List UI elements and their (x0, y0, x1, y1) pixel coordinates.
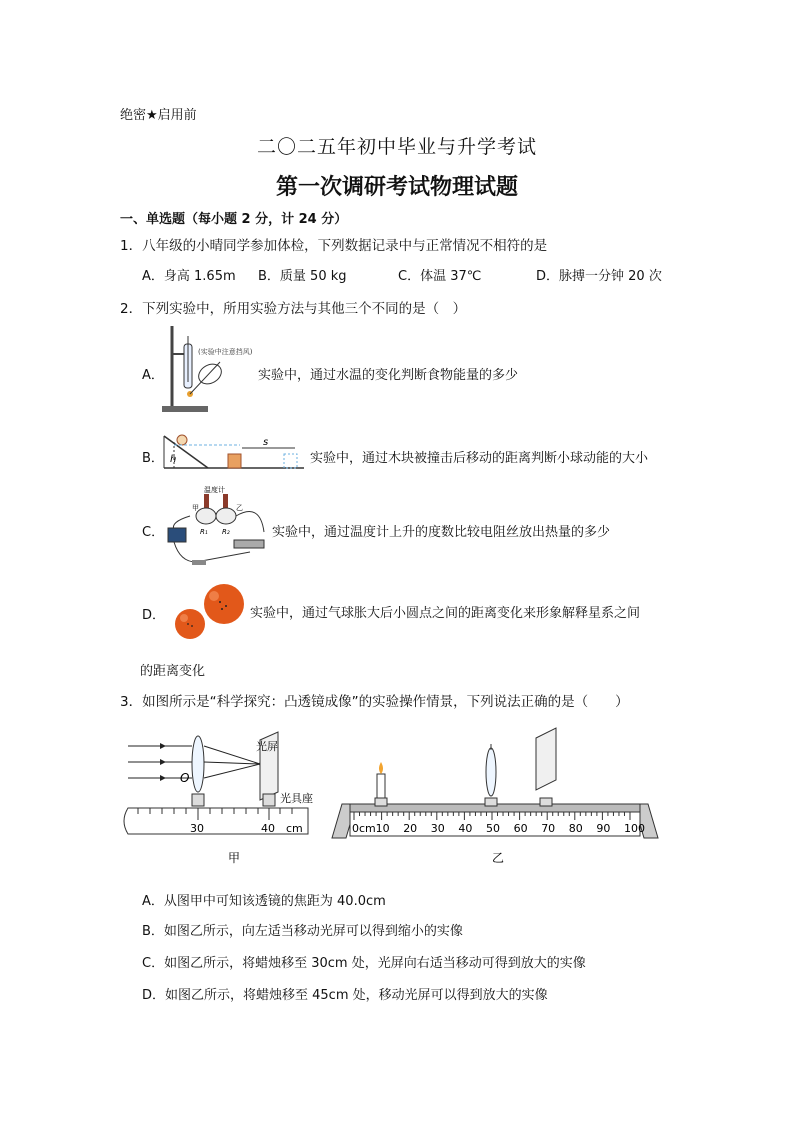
confidential-label: 绝密★启用前 (120, 108, 197, 123)
figure-yi-label: 乙 (492, 851, 505, 865)
figure-jia-O: O (180, 771, 190, 785)
q2-option-d-cont: 的距离变化 (140, 664, 206, 679)
ruler-tick-label: 90 (596, 822, 611, 835)
q2-option-d-letter: D． (142, 608, 166, 623)
q2-option-c-text: 实验中，通过温度计上升的度数比较电阻丝放出热量的多少 (272, 525, 611, 540)
q2-option-b-text: 实验中，通过木块被撞击后移动的距离判断小球动能的大小 (310, 451, 649, 466)
question-3-stem: 3．如图所示是“科学探究：凸透镜成像”的实验操作情景，下列说法正确的是（ ） (120, 694, 629, 710)
ruler-tick-label: 40 (458, 822, 473, 835)
lens-focal-figure-jia (120, 724, 320, 870)
figure-jia-screen: 光屏 (256, 740, 278, 753)
q2-option-b-letter: B． (142, 451, 164, 466)
figure-c-label-2: 乙 (236, 504, 243, 512)
q1-option-c: C．体温 37℃ (398, 269, 482, 284)
question-1-stem: 1．八年级的小晴同学参加体检，下列数据记录中与正常情况不相符的是 (120, 238, 548, 254)
ruler-tick-label: 80 (568, 822, 583, 835)
figure-a-note: (实验中注意挡风) (198, 348, 253, 356)
ruler-tick-label: 50 (486, 822, 500, 835)
figure-jia-holder: 光具座 (280, 792, 313, 805)
figure-b-h: h (170, 454, 177, 465)
figure-b-s: s (263, 437, 269, 448)
question-2-stem: 2．下列实验中，所用实验方法与其他三个不同的是（ ） (120, 301, 467, 317)
q2-option-a-text: 实验中，通过水温的变化判断食物能量的多少 (258, 368, 519, 383)
ruler-tick-label: 100 (624, 822, 645, 835)
ruler-tick-label: 10 (375, 822, 390, 835)
q2-option-d-text: 实验中，通过气球胀大后小圆点之间的距离变化来形象解释星系之间 (250, 606, 641, 621)
ruler-tick-label: 0cm (352, 822, 376, 835)
q3-option-c: C．如图乙所示，将蜡烛移至 30cm 处，光屏向右适当移动可得到放大的实像 (142, 956, 586, 971)
q2-option-a-letter: A． (142, 368, 164, 383)
ruler-tick-label: 70 (541, 822, 556, 835)
figure-jia-label: 甲 (228, 851, 241, 865)
exam-title: 二〇二五年初中毕业与升学考试 (256, 136, 537, 158)
figure-c-label-4: R₂ (222, 528, 230, 536)
food-energy-apparatus-figure (160, 322, 260, 414)
optical-bench-figure-yi (330, 724, 660, 870)
balloon-galaxy-figure (168, 582, 246, 642)
figure-c-label-3: R₁ (200, 528, 208, 536)
q3-option-a: A．从图甲中可知该透镜的焦距为 40.0cm (142, 894, 386, 909)
q3-option-b: B．如图乙所示，向左适当移动光屏可以得到缩小的实像 (142, 924, 463, 939)
ruler-tick-label: 20 (403, 822, 418, 835)
q3-option-d: D．如图乙所示，将蜡烛移至 45cm 处，移动光屏可以得到放大的实像 (142, 988, 548, 1003)
section-heading: 一、单选题（每小题 2 分，计 24 分） (120, 212, 348, 227)
q1-option-b: B．质量 50 kg (258, 269, 347, 284)
kinetic-energy-ramp-figure (160, 428, 308, 474)
ruler-tick-label: 30 (430, 822, 445, 835)
figure-jia-tick-40: 40 (261, 822, 275, 835)
q2-option-c-letter: C． (142, 525, 165, 540)
joule-heating-circuit-figure (160, 482, 270, 572)
figure-jia-tick-30: 30 (190, 822, 204, 835)
figure-c-label-1: 甲 (192, 504, 199, 512)
figure-jia-unit: cm (286, 822, 303, 835)
q1-option-a: A．身高 1.65m (142, 269, 236, 284)
ruler-tick-label: 60 (513, 822, 528, 835)
exam-subtitle: 第一次调研考试物理试题 (275, 175, 518, 200)
q1-option-d: D．脉搏一分钟 20 次 (536, 269, 662, 284)
figure-c-label-0: 温度计 (204, 486, 225, 494)
